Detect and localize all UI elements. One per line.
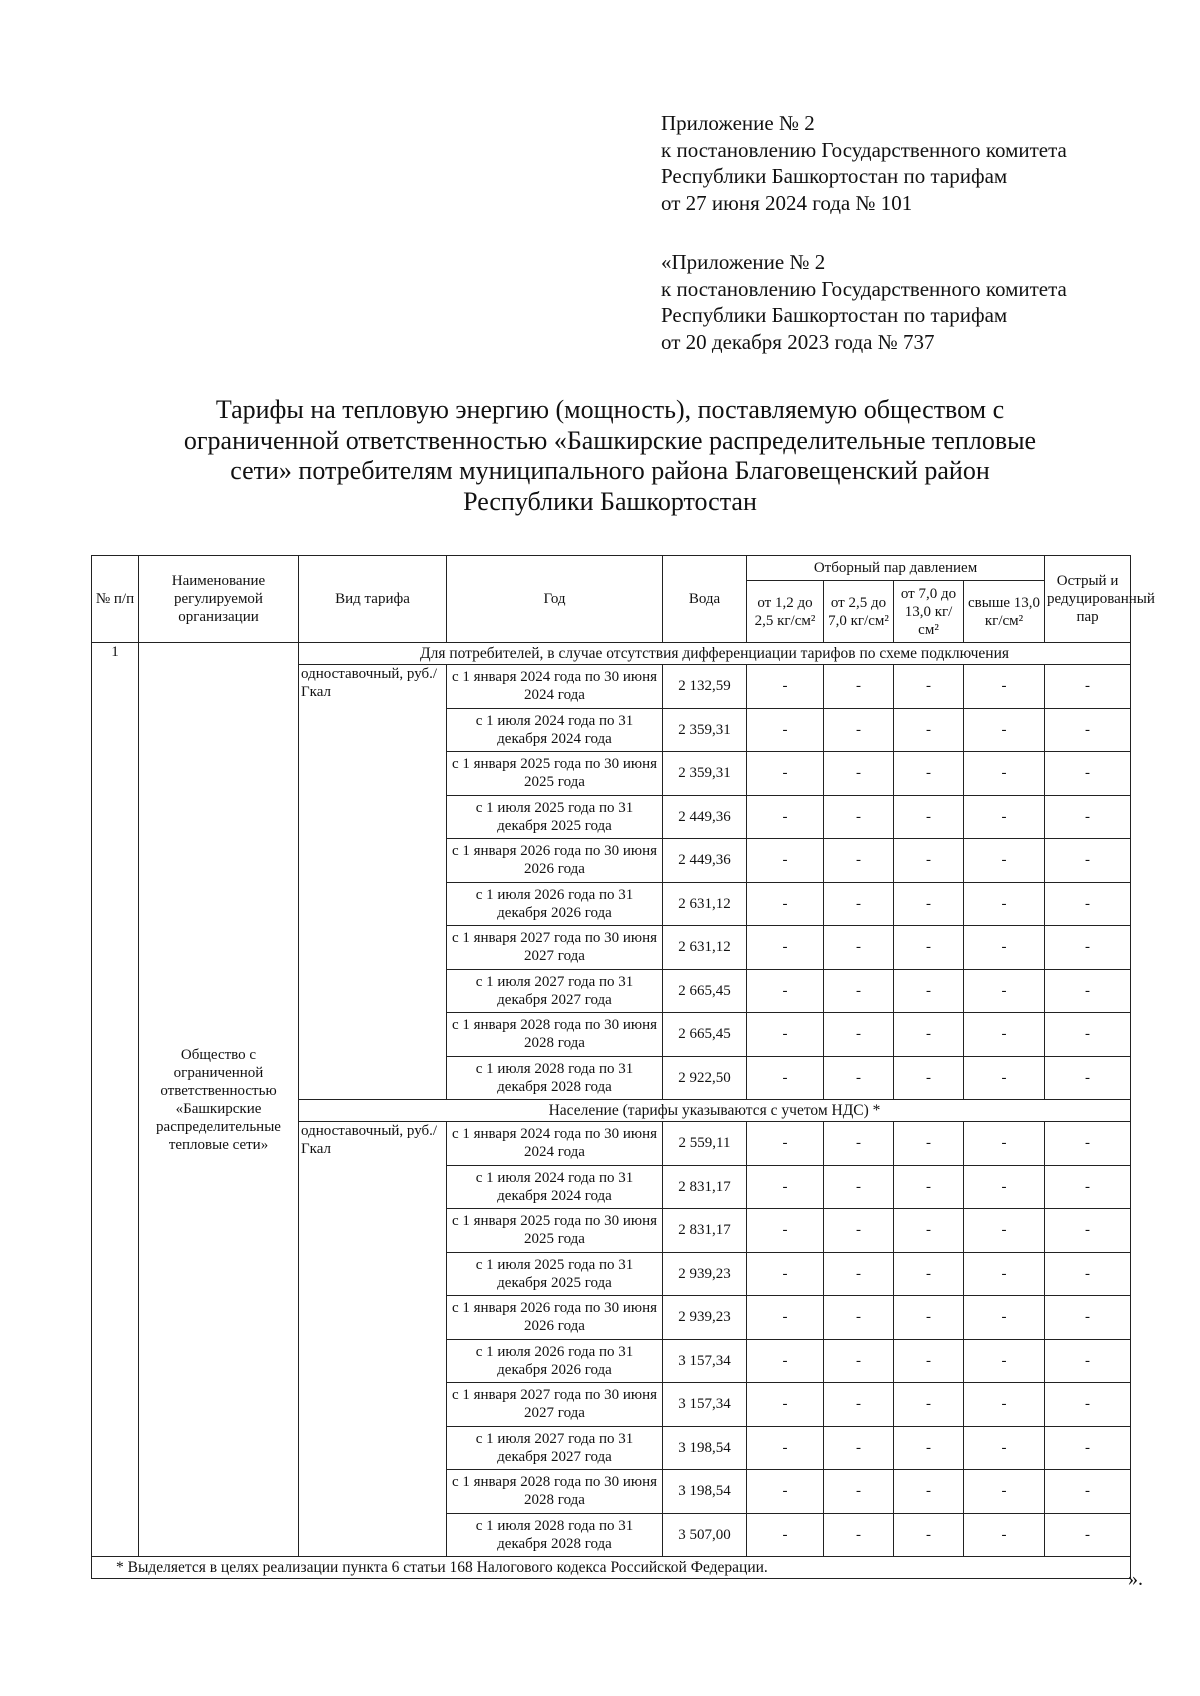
period-cell: с 1 июля 2026 года по 31 декабря 2026 года: [447, 882, 663, 926]
steam-tariff-cell: -: [964, 969, 1045, 1013]
steam-tariff-cell: -: [894, 1383, 964, 1427]
steam-tariff-cell: -: [747, 795, 824, 839]
period-cell: с 1 января 2025 года по 30 июня 2025 года: [447, 1209, 663, 1253]
steam-tariff-cell: -: [824, 1470, 894, 1514]
steam-tariff-cell: -: [747, 1013, 824, 1057]
period-cell: с 1 января 2025 года по 30 июня 2025 года: [447, 752, 663, 796]
sharp-steam-cell: -: [1045, 1209, 1131, 1253]
water-tariff-cell: 2 559,11: [663, 1122, 747, 1166]
sharp-steam-cell: -: [1045, 1165, 1131, 1209]
period-cell: с 1 июля 2028 года по 31 декабря 2028 года: [447, 1513, 663, 1557]
steam-tariff-cell: -: [964, 926, 1045, 970]
header-water: Вода: [663, 556, 747, 643]
water-tariff-cell: 3 157,34: [663, 1339, 747, 1383]
steam-tariff-cell: -: [747, 665, 824, 709]
water-tariff-cell: 2 831,17: [663, 1209, 747, 1253]
period-cell: с 1 июля 2024 года по 31 декабря 2024 года: [447, 1165, 663, 1209]
title-line: Республики Башкортостан: [463, 486, 757, 516]
period-cell: с 1 июля 2028 года по 31 декабря 2028 года: [447, 1056, 663, 1100]
footnote: * Выделяется в целях реализации пункта 6 статьи 168 Налогового кодекса Российской Федерации.: [92, 1557, 1131, 1579]
steam-tariff-cell: -: [964, 1296, 1045, 1340]
sharp-steam-cell: -: [1045, 1252, 1131, 1296]
title-line: сети» потребителям муниципального района Благовещенский район: [230, 456, 990, 485]
footnote-row: [92, 1557, 1131, 1579]
steam-tariff-cell: -: [824, 1252, 894, 1296]
steam-tariff-cell: -: [964, 1470, 1045, 1514]
sharp-steam-cell: -: [1045, 1122, 1131, 1166]
steam-tariff-cell: -: [747, 1252, 824, 1296]
steam-tariff-cell: -: [894, 1252, 964, 1296]
period-cell: с 1 июля 2024 года по 31 декабря 2024 года: [447, 708, 663, 752]
steam-tariff-cell: -: [894, 1013, 964, 1057]
sharp-steam-cell: -: [1045, 969, 1131, 1013]
steam-tariff-cell: -: [747, 1383, 824, 1427]
header-steam-4: свыше 13,0 кг/см²: [964, 581, 1045, 643]
steam-tariff-cell: -: [824, 1056, 894, 1100]
steam-tariff-cell: -: [747, 1426, 824, 1470]
steam-tariff-cell: -: [747, 969, 824, 1013]
steam-tariff-cell: -: [894, 708, 964, 752]
steam-tariff-cell: -: [824, 926, 894, 970]
header-line: к постановлению Государственного комитета: [661, 137, 1067, 162]
water-tariff-cell: 2 665,45: [663, 969, 747, 1013]
steam-tariff-cell: -: [824, 1513, 894, 1557]
steam-tariff-cell: -: [824, 882, 894, 926]
section-title: Для потребителей, в случае отсутствия дифференциации тарифов по схеме подключения: [299, 643, 1131, 665]
steam-tariff-cell: -: [894, 1056, 964, 1100]
steam-tariff-cell: -: [747, 839, 824, 883]
organization-name: Общество с ограниченной ответственностью «Башкирские распределительные тепловые сети»: [139, 643, 299, 1557]
water-tariff-cell: 2 132,59: [663, 665, 747, 709]
section-title-row: [92, 643, 1131, 665]
steam-tariff-cell: -: [894, 1165, 964, 1209]
header-line: «Приложение № 2: [661, 250, 826, 274]
water-tariff-cell: 2 631,12: [663, 926, 747, 970]
steam-tariff-cell: -: [747, 882, 824, 926]
steam-tariff-cell: -: [747, 1513, 824, 1557]
sharp-steam-cell: -: [1045, 1383, 1131, 1427]
steam-tariff-cell: -: [747, 708, 824, 752]
steam-tariff-cell: -: [894, 752, 964, 796]
sharp-steam-cell: -: [1045, 926, 1131, 970]
steam-tariff-cell: -: [964, 1209, 1045, 1253]
steam-tariff-cell: -: [824, 1209, 894, 1253]
period-cell: с 1 июля 2027 года по 31 декабря 2027 года: [447, 1426, 663, 1470]
water-tariff-cell: 2 449,36: [663, 839, 747, 883]
period-cell: с 1 января 2024 года по 30 июня 2024 года: [447, 665, 663, 709]
steam-tariff-cell: -: [964, 1056, 1045, 1100]
steam-tariff-cell: -: [747, 752, 824, 796]
sharp-steam-cell: -: [1045, 1013, 1131, 1057]
period-cell: с 1 июля 2026 года по 31 декабря 2026 года: [447, 1339, 663, 1383]
water-tariff-cell: 2 831,17: [663, 1165, 747, 1209]
steam-tariff-cell: -: [824, 1296, 894, 1340]
steam-tariff-cell: -: [894, 1426, 964, 1470]
steam-tariff-cell: -: [894, 969, 964, 1013]
steam-tariff-cell: -: [964, 1383, 1045, 1427]
title-line: Тарифы на тепловую энергию (мощность), поставляемую обществом с: [215, 395, 1005, 424]
sharp-steam-cell: -: [1045, 1513, 1131, 1557]
sharp-steam-cell: -: [1045, 752, 1131, 796]
header-year: Год: [447, 556, 663, 643]
period-cell: с 1 июля 2025 года по 31 декабря 2025 года: [447, 1252, 663, 1296]
tariff-type: одноставочный, руб./Гкал: [299, 1122, 447, 1557]
steam-tariff-cell: -: [894, 839, 964, 883]
steam-tariff-cell: -: [824, 1165, 894, 1209]
period-cell: с 1 января 2027 года по 30 июня 2027 года: [447, 1383, 663, 1427]
row-number: 1: [92, 643, 139, 1557]
sharp-steam-cell: -: [1045, 1470, 1131, 1514]
steam-tariff-cell: -: [824, 969, 894, 1013]
header-steam-1: от 1,2 до 2,5 кг/см²: [747, 581, 824, 643]
steam-tariff-cell: -: [964, 1513, 1045, 1557]
steam-tariff-cell: -: [824, 1339, 894, 1383]
steam-tariff-cell: -: [894, 665, 964, 709]
steam-tariff-cell: -: [964, 1165, 1045, 1209]
period-cell: с 1 января 2026 года по 30 июня 2026 года: [447, 1296, 663, 1340]
steam-tariff-cell: -: [747, 926, 824, 970]
water-tariff-cell: 2 449,36: [663, 795, 747, 839]
header-steam-2: от 2,5 до 7,0 кг/см²: [824, 581, 894, 643]
water-tariff-cell: 2 359,31: [663, 708, 747, 752]
steam-tariff-cell: -: [964, 795, 1045, 839]
period-cell: с 1 января 2024 года по 30 июня 2024 года: [447, 1122, 663, 1166]
tariffs-table: [91, 555, 1155, 1579]
period-cell: с 1 января 2028 года по 30 июня 2028 года: [447, 1013, 663, 1057]
steam-tariff-cell: -: [894, 1513, 964, 1557]
steam-tariff-cell: -: [747, 1056, 824, 1100]
table-header-row: [92, 556, 1131, 581]
document-title: [150, 395, 1070, 517]
header-line: Республики Башкортостан по тарифам: [661, 303, 1008, 327]
header-num: № п/п: [92, 556, 139, 643]
water-tariff-cell: 3 198,54: [663, 1470, 747, 1514]
steam-tariff-cell: -: [824, 1426, 894, 1470]
header-steam-3: от 7,0 до 13,0 кг/см²: [894, 581, 964, 643]
header-line: от 27 июня 2024 года № 101: [661, 190, 913, 215]
steam-tariff-cell: -: [747, 1122, 824, 1166]
steam-tariff-cell: -: [824, 795, 894, 839]
title-line: ограниченной ответственностью «Башкирские распределительные тепловые: [183, 425, 1037, 455]
sharp-steam-cell: -: [1045, 882, 1131, 926]
steam-tariff-cell: -: [894, 1296, 964, 1340]
water-tariff-cell: 2 665,45: [663, 1013, 747, 1057]
period-cell: с 1 января 2028 года по 30 июня 2028 года: [447, 1470, 663, 1514]
steam-tariff-cell: -: [747, 1296, 824, 1340]
header-line: Приложение № 2: [661, 111, 815, 135]
steam-tariff-cell: -: [964, 1122, 1045, 1166]
steam-tariff-cell: -: [894, 1122, 964, 1166]
steam-tariff-cell: -: [964, 752, 1045, 796]
steam-tariff-cell: -: [964, 1426, 1045, 1470]
sharp-steam-cell: -: [1045, 1339, 1131, 1383]
steam-tariff-cell: -: [824, 839, 894, 883]
steam-tariff-cell: -: [747, 1470, 824, 1514]
water-tariff-cell: 2 939,23: [663, 1252, 747, 1296]
sharp-steam-cell: -: [1045, 795, 1131, 839]
steam-tariff-cell: -: [824, 708, 894, 752]
sharp-steam-cell: -: [1045, 1296, 1131, 1340]
sharp-steam-cell: -: [1045, 1426, 1131, 1470]
water-tariff-cell: 3 157,34: [663, 1383, 747, 1427]
water-tariff-cell: 2 922,50: [663, 1056, 747, 1100]
steam-tariff-cell: -: [824, 1122, 894, 1166]
steam-tariff-cell: -: [964, 839, 1045, 883]
header-tariff-type: Вид тарифа: [299, 556, 447, 643]
water-tariff-cell: 2 359,31: [663, 752, 747, 796]
sharp-steam-cell: -: [1045, 839, 1131, 883]
steam-tariff-cell: -: [894, 795, 964, 839]
period-cell: с 1 января 2026 года по 30 июня 2026 года: [447, 839, 663, 883]
period-cell: с 1 июля 2027 года по 31 декабря 2027 года: [447, 969, 663, 1013]
steam-tariff-cell: -: [824, 1013, 894, 1057]
steam-tariff-cell: -: [747, 1165, 824, 1209]
steam-tariff-cell: -: [894, 1470, 964, 1514]
steam-tariff-cell: -: [747, 1339, 824, 1383]
steam-tariff-cell: -: [824, 665, 894, 709]
header-steam-group: Отборный пар давлением: [747, 556, 1045, 581]
steam-tariff-cell: -: [894, 926, 964, 970]
steam-tariff-cell: -: [894, 1209, 964, 1253]
sharp-steam-cell: -: [1045, 1056, 1131, 1100]
header-org: Наименование регулируемой организации: [139, 556, 299, 643]
water-tariff-cell: 3 198,54: [663, 1426, 747, 1470]
steam-tariff-cell: -: [964, 1252, 1045, 1296]
steam-tariff-cell: -: [964, 708, 1045, 752]
water-tariff-cell: 3 507,00: [663, 1513, 747, 1557]
steam-tariff-cell: -: [894, 1339, 964, 1383]
period-cell: с 1 июля 2025 года по 31 декабря 2025 года: [447, 795, 663, 839]
tariff-type: одноставочный, руб./Гкал: [299, 665, 447, 1100]
period-cell: с 1 января 2027 года по 30 июня 2027 года: [447, 926, 663, 970]
header-sharp-steam: Острый и редуцированный пар: [1045, 556, 1131, 643]
steam-tariff-cell: -: [964, 1339, 1045, 1383]
sharp-steam-cell: -: [1045, 708, 1131, 752]
steam-tariff-cell: -: [964, 665, 1045, 709]
steam-tariff-cell: -: [747, 1209, 824, 1253]
header-line: Республики Башкортостан по тарифам: [661, 164, 1008, 188]
appendix-header-original: [661, 249, 1067, 355]
steam-tariff-cell: -: [964, 1013, 1045, 1057]
header-line: от 20 декабря 2023 года № 737: [661, 329, 935, 354]
water-tariff-cell: 2 631,12: [663, 882, 747, 926]
steam-tariff-cell: -: [824, 1383, 894, 1427]
steam-tariff-cell: -: [964, 882, 1045, 926]
water-tariff-cell: 2 939,23: [663, 1296, 747, 1340]
steam-tariff-cell: -: [894, 882, 964, 926]
closing-quote: ».: [1128, 1568, 1143, 1590]
section-title: Население (тарифы указываются с учетом НДС) *: [299, 1100, 1131, 1122]
header-line: к постановлению Государственного комитета: [661, 276, 1067, 301]
sharp-steam-cell: -: [1045, 665, 1131, 709]
appendix-header-current: [661, 110, 1067, 216]
steam-tariff-cell: -: [824, 752, 894, 796]
